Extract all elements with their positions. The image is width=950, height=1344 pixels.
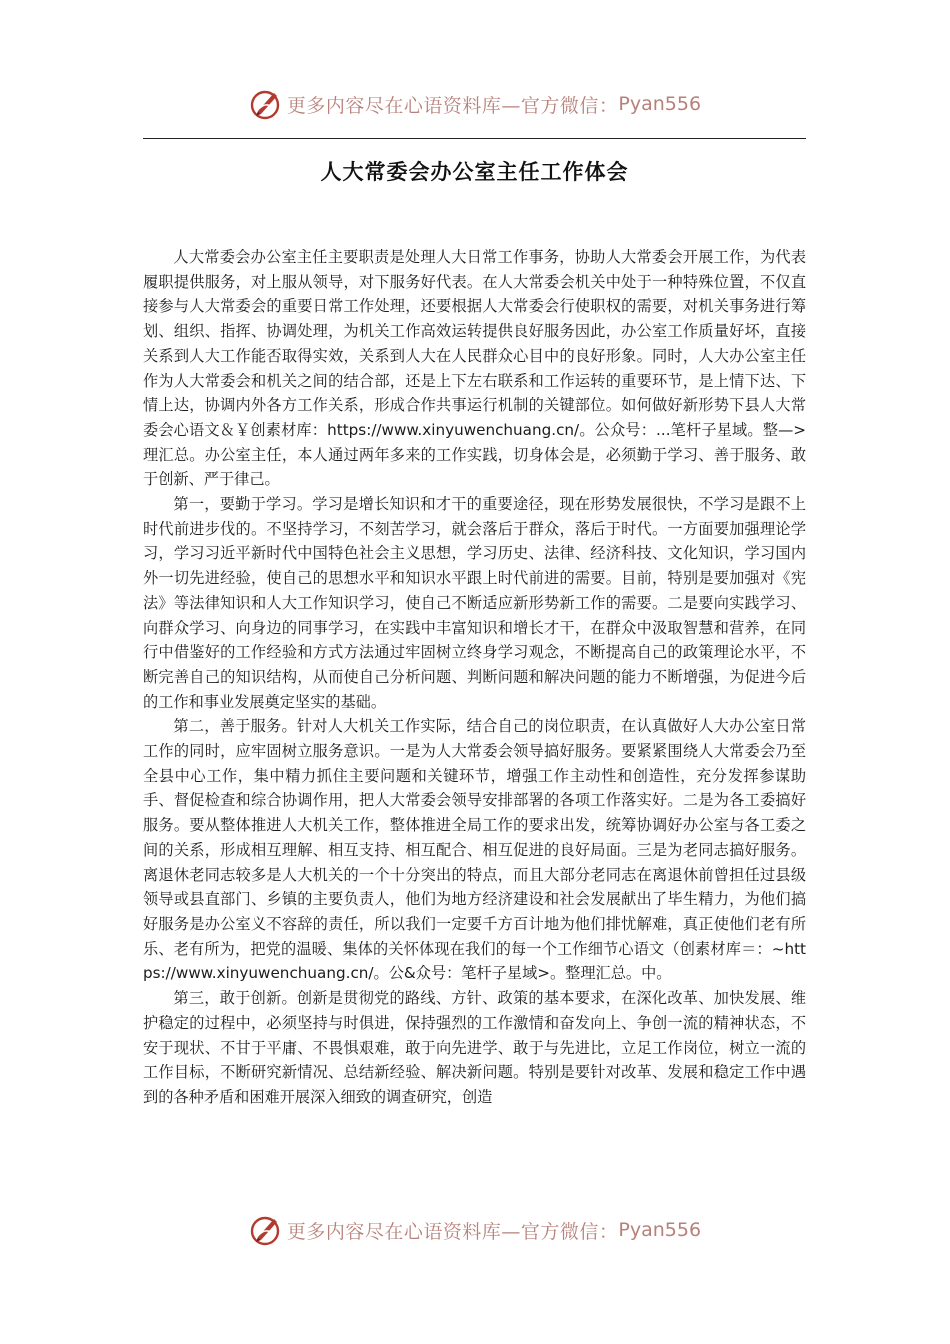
- document-body: [143, 245, 806, 1110]
- watermark-wechat-id: Pyan556: [618, 1219, 702, 1241]
- header-rule: [143, 138, 806, 139]
- watermark-wechat-id: Pyan556: [618, 93, 702, 115]
- pen-logo-icon: [249, 1213, 283, 1247]
- paragraph-innovation: 第三，敢于创新。创新是贯彻党的路线、方针、政策的基本要求，在深化改革、加快发展、维护稳定的过程中，必须坚持与时俱进，保持强烈的工作激情和奋发向上、争创一流的精神状态，不安于现状、不甘于平庸、不畏惧艰难，敢于向先进学、敢于与先进比，立足工作岗位，树立一流的工作目标，不断研究新情况、总结新经验、解决新问题。特别是要针对改革、发展和稳定工作中遇到的各种矛盾和困难开展深入细致的调查研究，创造: [143, 989, 806, 1106]
- footer-watermark: [0, 1208, 950, 1252]
- pen-logo-icon: [249, 87, 283, 121]
- paragraph-intro: 人大常委会办公室主任主要职责是处理人大日常工作事务，协助人大常委会开展工作，为代表履职提供服务，对上服从领导，对下服务好代表。在人大常委会机关中处于一种特殊位置，不仅直接参与人大常委会的重要日常工作处理，还要根据人大常委会行使职权的需要，对机关事务进行筹划、组织、指挥、协调处理，为机关工作高效运转提供良好服务因此，办公室工作质量好坏，直接关系到人大工作能否取得实效，关系到人大在人民群众心目中的良好形象。同时，人大办公室主任作为人大常委会和机关之间的结合部，还是上下左右联系和工作运转的重要环节，是上情下达、下情上达，协调内外各方工作关系，形成合作共事运行机制的关键部位。如何做好新形势下县人大常委会心语文＆￥创素材库：https://www.xinyuwenchuang.cn/。公众号：...笔杆子星域。整—>理汇总。办公室主任，本人通过两年多来的工作实践，切身体会是，必须勤于学习、善于服务、敢于创新、严于律己。: [143, 248, 806, 489]
- watermark-text: 更多内容尽在心语资料库—官方微信：: [286, 94, 619, 117]
- paragraph-learning: 第一，要勤于学习。学习是增长知识和才干的重要途径，现在形势发展很快，不学习是跟不上时代前进步伐的。不坚持学习，不刻苦学习，就会落后于群众，落后于时代。一方面要加强理论学习，学习习近平新时代中国特色社会主义思想，学习历史、法律、经济科技、文化知识，学习国内外一切先进经验，使自己的思想水平和知识水平跟上时代前进的需要。目前，特别是要加强对《宪法》等法律知识和人大工作知识学习，使自己不断适应新形势新工作的需要。二是要向实践学习、向群众学习、向身边的同事学习，在实践中丰富知识和增长才干，在群众中汲取智慧和营养，在同行中借鉴好的工作经验和方式方法通过牢固树立终身学习观念，不断提高自己的政策理论水平，不断完善自己的知识结构，从而使自己分析问题、判断问题和解决问题的能力不断增强，为促进今后的工作和事业发展奠定坚实的基础。: [143, 495, 806, 711]
- document-title: 人大常委会办公室主任工作体会: [320, 160, 629, 184]
- header-watermark: [0, 82, 950, 126]
- watermark-text: 更多内容尽在心语资料库—官方微信：: [286, 1220, 619, 1243]
- paragraph-service: 第二，善于服务。针对人大机关工作实际，结合自己的岗位职责，在认真做好人大办公室日常工作的同时，应牢固树立服务意识。一是为人大常委会领导搞好服务。要紧紧围绕人大常委会乃至全县中心工作，集中精力抓住主要问题和关键环节，增强工作主动性和创造性，充分发挥参谋助手、督促检查和综合协调作用，把人大常委会领导安排部署的各项工作落实好。二是为各工委搞好服务。要从整体推进人大机关工作，整体推进全局工作的要求出发，统筹协调好办公室与各工委之间的关系，形成相互理解、相互支持、相互配合、相互促进的良好局面。三是为老同志搞好服务。离退休老同志较多是人大机关的一个十分突出的特点，而且大部分老同志在离退休前曾担任过县级领导或县直部门、乡镇的主要负责人，他们为地方经济建设和社会发展献出了毕生精力，为他们搞好服务是办公室义不容辞的责任，所以我们一定要千方百计地为他们排忧解难，真正使他们老有所乐、老有所为，把党的温暖、集体的关怀体现在我们的每一个工作细节心语文（创素材库＝：~https://www.xinyuwenchuang.cn/。公&众号：笔杆子星域>。整理汇总。中。: [143, 717, 806, 983]
